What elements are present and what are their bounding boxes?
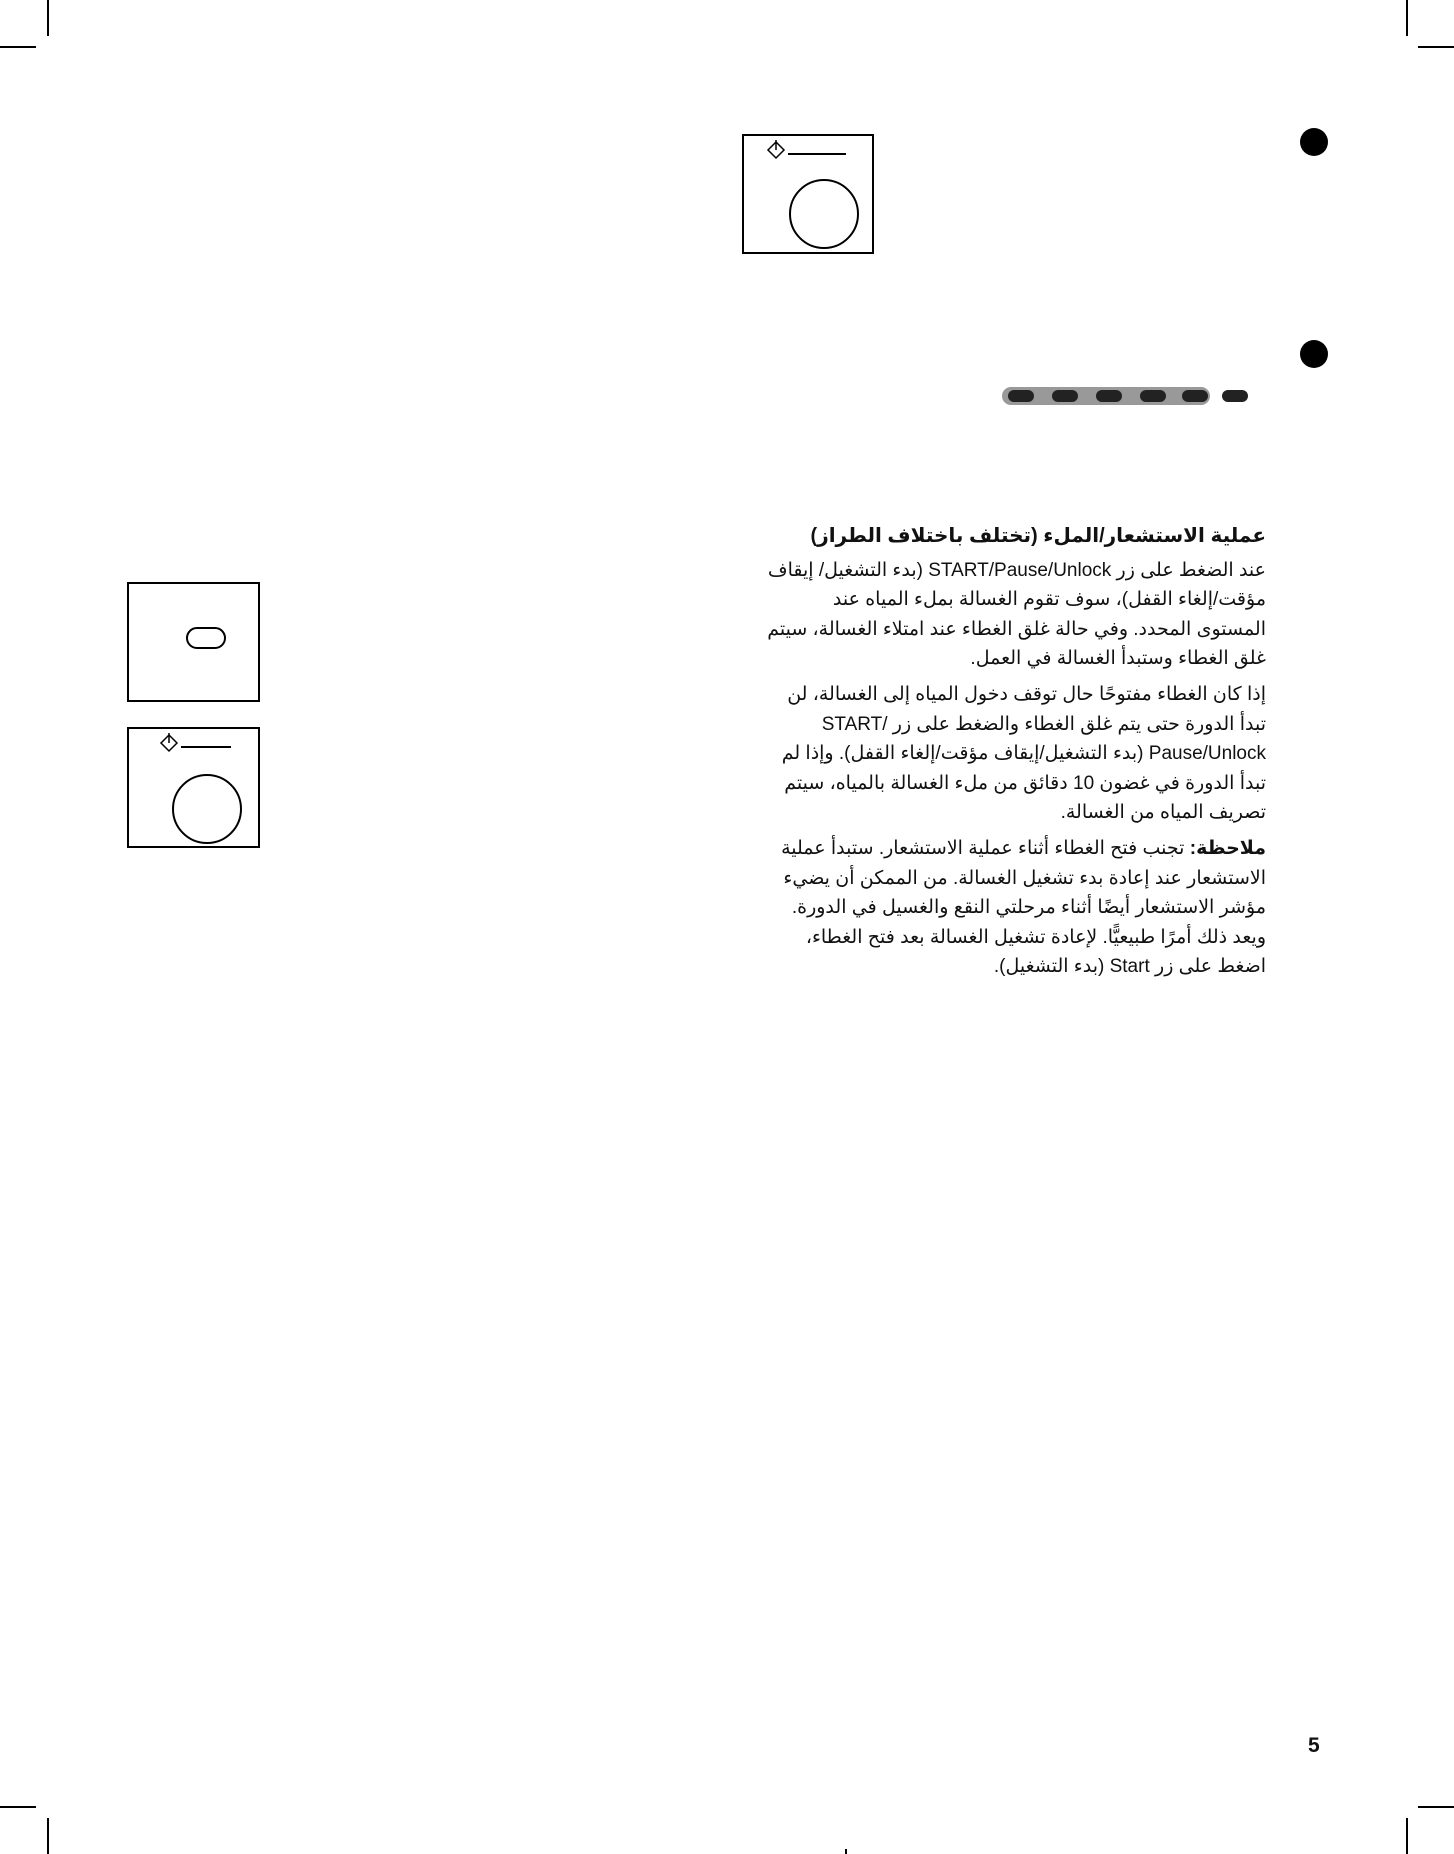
- section-heading: عملية الاستشعار/الملء (تختلف باختلاف الطراز): [810, 525, 1266, 547]
- bullet-dot-icon: [1300, 128, 1328, 156]
- indicator-light-panel-illustration: [127, 582, 260, 702]
- note-text: تجنب فتح الغطاء أثناء عملية الاستشعار. ستبدأ عملية الاستشعار عند إعادة بدء تشغيل الغسالة. من الممكن أن يضيء مؤشر الاستشعار أيضًا أثناء مرحلتي النقع والغسيل في الدورة. ويعد ذلك أمرًا طبيعيًّا. لإعادة تشغيل الغسالة بعد فتح الغطاء، اضغط على زر Start (بدء التشغيل).: [781, 837, 1266, 978]
- sensing-progress-indicator-icon: [1000, 384, 1250, 408]
- section-paragraph-1: عند الضغط على زر START/Pause/Unlock (بدء التشغيل/ إيقاف مؤقت/إلغاء القفل)، سوف تقوم الغسالة بملء المياه عند المستوى المحدد. وفي حالة غلق الغطاء عند امتلاء الغسالة، سيتم غلق الغطاء وستبدأ الغسالة في العمل.: [767, 559, 1266, 670]
- crop-mark: [0, 46, 36, 48]
- start-pause-button-icon: [129, 729, 258, 846]
- section-note: [760, 834, 1266, 982]
- crop-mark: [0, 1806, 36, 1808]
- crop-mark: [845, 1849, 847, 1854]
- section-paragraph-2: إذا كان الغطاء مفتوحًا حال توقف دخول المياه إلى الغسالة، لن تبدأ الدورة حتى يتم غلق الغطاء والضغط على زر /START Pause/Unlock (بدء التشغيل/إيقاف مؤقت/إلغاء القفل). وإذا لم تبدأ الدورة في غضون 10 دقائق من ملء الغسالة بالمياه، سيتم تصريف المياه من الغسالة.: [781, 683, 1266, 824]
- start-pause-button-icon: [744, 136, 872, 252]
- crop-mark: [1406, 0, 1408, 36]
- page-number: 5: [1308, 1734, 1320, 1757]
- start-pause-panel-illustration-left: [127, 727, 260, 848]
- bullet-dot-icon: [1300, 340, 1328, 368]
- note-label: ملاحظة:: [1189, 837, 1266, 859]
- crop-mark: [1418, 46, 1454, 48]
- start-pause-panel-illustration: [742, 134, 874, 254]
- crop-mark: [1406, 1818, 1408, 1854]
- crop-mark: [47, 1818, 49, 1854]
- crop-mark: [47, 0, 49, 36]
- indicator-light-icon: [129, 584, 258, 700]
- sensing-fill-section: [760, 522, 1266, 988]
- crop-mark: [1418, 1806, 1454, 1808]
